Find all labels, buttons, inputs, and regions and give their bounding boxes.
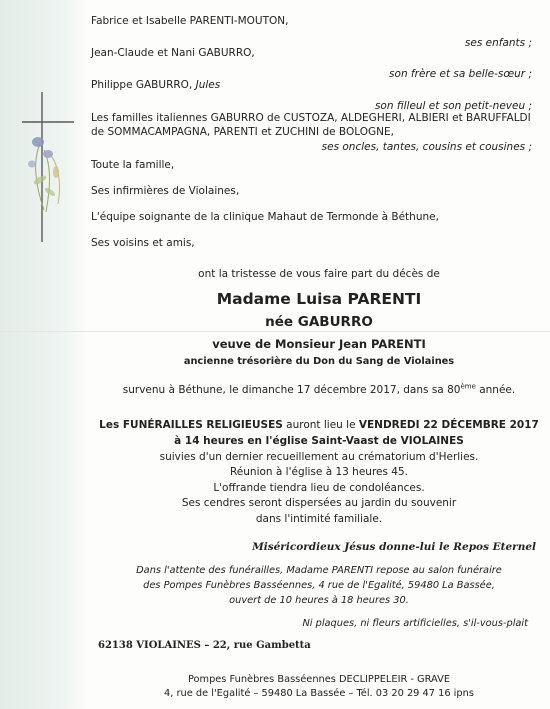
- family-role-brother: son frère et sa belle-sœur ;: [389, 68, 532, 80]
- funeral-line-5: L'offrande tiendra lieu de condoléances.: [213, 482, 425, 494]
- funeral-line-1: [88, 419, 550, 432]
- funeral-line-3: suivies d'un dernier recueillement au crématorium d'Herlies.: [159, 451, 479, 463]
- family-line-nurses: Ses infirmières de Violaines,: [91, 185, 240, 197]
- funeral-home-address: 4, rue de l'Egalité – 59480 La Bassée – Tél. 03 20 29 47 16 ipns: [164, 688, 474, 699]
- family-line-all: Toute la famille,: [91, 159, 175, 171]
- family-line-neighbours: Ses voisins et amis,: [91, 237, 195, 249]
- family-line-children: Fabrice et Isabelle PARENTI-MOUTON,: [91, 15, 289, 27]
- family-role-children: ses enfants ;: [464, 37, 532, 49]
- announcement-intro: ont la tristesse de vous faire part du décès de: [198, 268, 440, 280]
- family-role-godson: son filleul et son petit-neveu ;: [374, 100, 532, 112]
- funeral-line-7: dans l'intimité familiale.: [255, 513, 383, 525]
- death-details-text: survenu à Béthune, le dimanche 17 décembre 2017, dans sa 80: [122, 384, 461, 396]
- deceased-maiden-name: née GABURRO: [265, 314, 373, 330]
- family-line-godson: [91, 79, 220, 92]
- cross-and-flowers-icon: [18, 92, 78, 242]
- family-line-brother: Jean-Claude et Nani GABURRO,: [91, 47, 255, 59]
- deceased-role: ancienne trésorière du Don du Sang de Violaines: [183, 356, 455, 367]
- funeral-line-2: à 14 heures en l'église Saint-Vaast de VIOLAINES: [174, 435, 464, 447]
- ordinal-suffix: ème: [460, 382, 476, 391]
- deceased-name: Madame Luisa PARENTI: [216, 290, 422, 308]
- death-details: [88, 384, 550, 397]
- funeral-line-4: Réunion à l'église à 13 heures 45.: [229, 466, 409, 478]
- funeral-title: Les FUNÉRAILLES RELIGIEUSES: [99, 419, 283, 431]
- godson-extra-name: Jules: [195, 79, 221, 91]
- family-address: 62138 VIOLAINES – 22, rue Gambetta: [98, 640, 311, 651]
- paper-fold-line: [0, 331, 550, 332]
- family-line-italian-2: de SOMMACAMPAGNA, PARENTI et ZUCHINI de BOLOGNE,: [91, 126, 394, 138]
- funeral-home-name: Pompes Funèbres Basséennes DECLIPPELEIR - GRAVE: [187, 674, 451, 685]
- rest-line-1: Dans l'attente des funérailles, Madame PARENTI repose au salon funéraire: [136, 565, 502, 576]
- no-flowers-note: Ni plaques, ni fleurs artificielles, s'il-vous-plait: [302, 618, 528, 629]
- funeral-connector: auront lieu le: [282, 419, 359, 431]
- godson-name: Philippe GABURRO,: [91, 79, 193, 91]
- family-role-italian: ses oncles, tantes, cousins et cousines ;: [321, 141, 532, 153]
- funeral-date: VENDREDI 22 DÉCEMBRE 2017: [358, 419, 539, 431]
- death-details-end: année.: [475, 384, 516, 396]
- rest-line-3: ouvert de 10 heures à 18 heures 30.: [229, 595, 409, 606]
- family-line-italian-1: Les familles italiennes GABURRO de CUSTOZA, ALDEGHERI, ALBIERI et BARUFFALDI: [91, 112, 531, 124]
- funeral-line-6: Ses cendres seront dispersées au jardin du souvenir: [181, 497, 457, 509]
- prayer-line: Miséricordieux Jésus donne-lui le Repos Eternel: [252, 541, 536, 553]
- rest-line-2: des Pompes Funèbres Basséennes, 4 rue de l'Egalité, 59480 La Bassée,: [143, 580, 495, 591]
- deceased-widow-of: veuve de Monsieur Jean PARENTI: [212, 337, 426, 351]
- family-line-clinic: L'équipe soignante de la clinique Mahaut de Termonde à Béthune,: [91, 211, 439, 223]
